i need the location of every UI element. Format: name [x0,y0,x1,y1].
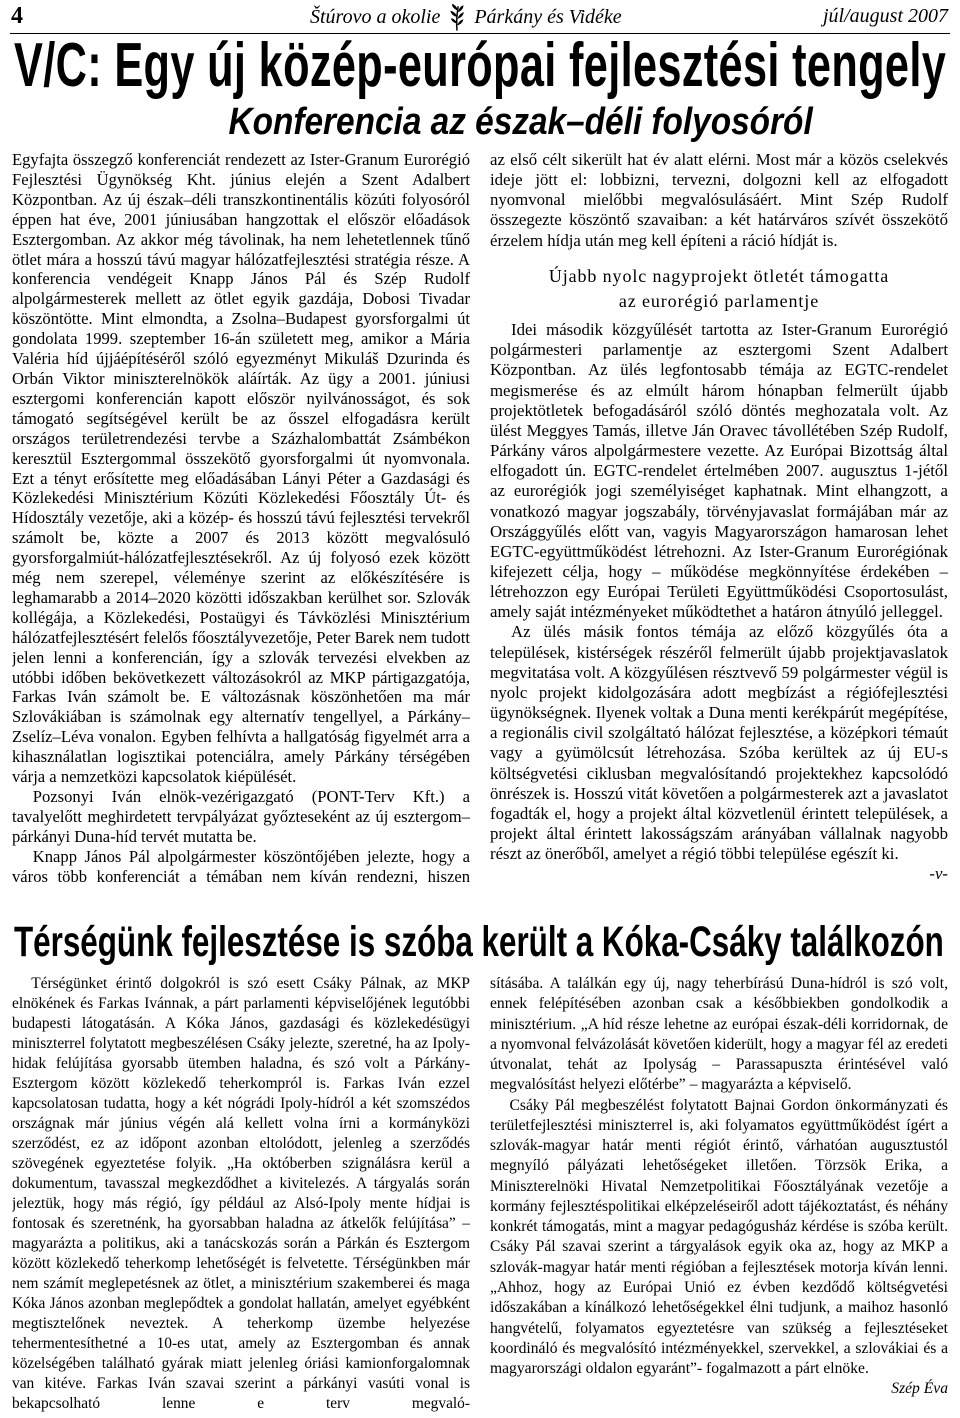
article-2-right-column [490,974,948,1416]
article-1-headline-text: V/C: Egy új közép-európai fejlesztési tengely [14,31,947,100]
article-1-signature: -v- [929,864,948,884]
publication-title-hungarian: Párkány és Vidéke [474,6,622,28]
page-header [0,0,960,33]
paragraph: sításába. A találkán egy új, nagy teherbírású Duna-hídról is szó volt, ennek felépítésében azonban csak a későbbiekben gondolkodik a minisztérium. „A híd része lehetne az európai észak-déli korridornak, de a nyomvonal felvázolását követően kiderült, hogy a magyar fél az eredeti útvonalat, tehát az Ipolyság – Parassapuszta érintésével való megvalósítást helyezi előtérbe” – magyarázta a képviselő. [490,975,948,1094]
article-1-subheadline [188,100,813,144]
section-heading [490,264,948,314]
article-2-headline [14,916,944,968]
paragraph: Pozsonyi Iván elnök-vezérigazgató (PONT-Terv Kft.) a tavalyelőtt meghirdetett tervpályázat győzteseként az új esztergom–párkányi Duna-híd tervét mutatta be. [12,787,470,846]
article-2-author: Szép Éva [891,1380,948,1398]
article-1-subheadline-text: Konferencia az észak–déli folyosóról [228,101,813,143]
leaf-emblem-svg [445,3,469,31]
paragraph: az első célt sikerült hat év alatt elérni. Most már a közös cselekvés ideje jött el: lobbizni, tervezni, dolgozni kell az elfogadott nyomvonal mielőbbi megvalósulásáért. Mint Szép Rudolf összegezte köszöntő szavaiban: a két határváros szívét összekötő érzelem hídja után meg kell építeni a ráció hídját is. [490,150,948,250]
page-number: 4 [11,3,23,29]
publication-title-slovak: Štúrovo a okolie [310,6,441,28]
publication-title [310,3,622,31]
leaf-emblem-icon [445,3,469,31]
paragraph: Csáky Pál megbeszélést folytatott Bajnai Gordon önkormányzati és területfejlesztési miniszterrel is, aki folyamatos együttműködést ígért a szlovák-magyar határ menti régiót érintő, várhatóan augusztustól megnyíló pályázati lehetőségeket illetően. Törzsök Erika, a Miniszterelnöki Hivatal Nemzetpolitikai Főosztályának vezetője a kormány fejlesztéspolitikai elképzeléseiről adott tájékoztatást, és néhány konkrét támogatás, mint a magyar pedagógusház kérdése is szóba került. Csáky Pál szavai szerint a tárgyalások egyik oka az, hogy az MKP a szlovák-magyar határ menti régióban a fejlesztések motorja kíván lenni. „Ahhoz, hogy az Európai Unió ez évben kezdődő költségvetési időszakában a kínálkozó lehetőségekkel élni tudjunk, a maihoz hasonló hangvételű, folyamatos egyeztetésre van szükség a fejlesztéseket koordináló és megvalósító intézményekkel, szervekkel, a szlovákiai és a magyarországi oldalon egyaránt”- fogalmazott a párt elnöke. [490,1096,948,1378]
article-2-headline-text: Térségünk fejlesztése is szóba került a Kóka-Csáky találkozón [14,918,944,966]
paragraph: Egyfajta összegző konferenciát rendezett az Ister-Granum Eurorégió Fejlesztési Ügynökség Kht. június elején a Szent Adalbert Központban. Az új észak–déli transzkontinentális közúti folyosóról éppen hat éve, 2001 júniusában hangzottak el először előadások Esztergomban. Az akkor még távolinak, ha nem lehetetlennek tűnő ötlet mára a hosszú távú magyar hálózatfejlesztési stratégia része. A konferencia vendégeit Knapp János Pál és Szép Rudolf alpolgármesterek mellett az ötlet egyik gazdája, Dobosi Tivadar köszöntötte. Mint elmondta, a Zsolna–Budapest gyorsforgalmi út gondolata 1999. szeptember 16-án született meg, amikor a Mária Valéria híd újjáépítéséről szóló egyezményt Mikuláš Dzurinda és Orbán Viktor miniszterelnökök aláírták. Az ügy a 2001. júniusi esztergomi konferencián kapott először nyilvánosságot, és sok támogató segítségével került be az ősszel elfogadásra került országos területrendezési tervbe a Százhalombattát Zsámbékon keresztül Esztergommal összekötő gyorsforgalmi út nyomvonala. Ezt a tényt erősítette meg előadásában Lányi Péter a Gazdasági és Közlekedési Minisztérium Közúti Közlekedési Főosztály Út- és Hídosztály vezetője, aki a közép- és hosszú távú fejlesztési tervekről számolt be, közte a 2007 és 2013 között megvalósuló gyorsforgalmiút-hálózatfejlesztésekről. Az új folyosó ezek között még nem szerepel, véleménye szerint az előkészítésére is leghamarabb a 2014–2020 közötti időszakban kerülhet sor. Szlovák kollégája, a Közlekedési, Postaügyi és Távközlési Minisztérium hálózatfejlesztésért felelős főosztályvezetője, Peter Barek nem tudott jelen lenni a konferencián, így a szlovák tervezési elvekben az utóbbi időben bekövetkezett változásokról az MKP pártigazgatója, Farkas Iván számolt be. E változásnak köszönhetően ma már Szlovákiában is számolnak egy alternatív tengellyel, a Párkány–Zselíz–Léva vonalon. Egyben felhívta a hallgatóság figyelmét arra a kihasználatlan logisztikai potenciálra, amely Párkány térségében várja a nemzetközi kapcsolatok kiépülését. [12,150,470,787]
section-heading-line: Újabb nyolc nagyprojekt ötletét támogatta [548,266,890,287]
section-heading-line: az eurorégió parlamentje [618,291,820,312]
article-1-left-column [12,150,470,900]
article-1-right-column [490,150,948,908]
article-2-left-column [12,974,470,1416]
article-1-headline [14,31,947,100]
paragraph: Térségünket érintő dolgokról is szó esett Csáky Pálnak, az MKP elnökének és Farkas Ivánnak, a párt parlamenti képviselőjének legutóbbi budapesti látogatásán. A Kóka János, gazdasági és közlekedésügyi miniszterrel folytatott megbeszélésen Csáky jelezte, szeretné, ha az Ipoly-hidak felújítása gyorsabb ütemben haladna, és szó volt a Párkány-Esztergom között közlekedő teherkompról is. Farkas Iván ezzel kapcsolatosan tudatta, hogy a két nógrádi Ipoly-hídról a két szomszédos országnak már június végén alá kellett volna írni a kormányközi szerződést, ez az időpont azonban eltolódott, jelenleg a szerződés szövegének egyeztetése folyik. „Ha októberben szignálásra kerül a dokumentum, tavasszal megkezdődhet a kivitelezés. A tárgyalás során jeleztük, hogy más régió, így például az Alsó-Ipoly mente hídjai is fontosak és szeretnénk, ha gyorsabban haladna az átkelők felújítása” – magyarázta a politikus, aki a tanácskozás során a Párkán és Esztergom között közlekedő teherkomp lehetőségét is felvetette. Térségünkben már nem számít meglepetésnek az ötlet, a minisztérium szakemberei és maga Kóka János azonban meglepődtek a gondolat hallatán, amelyet egyébként megtisztelőnek neveztek. A teherkomp üzembe helyezése tehermentesíthetné a 10-es utat, amely az Esztergomban és annak közelségében található gyárak miatt jelenleg óriási kamionforgalomnak van kitéve. Farkas Iván szavai szerint a párkányi vasúti vonal is bekapcsolható lenne e terv megvaló- [12,975,470,1413]
issue-date: júl/august 2007 [822,5,948,27]
paragraph: Knapp János Pál alpolgármester köszöntőjében jelezte, hogy a város több konferenciát a témában nem kíván rendezni, hiszen [12,846,470,886]
paragraph: Az ülés másik fontos témája az előző közgyűlés óta a települések, kistérségek részéről felmerült újabb projektjavaslatok megvitatása volt. A közgyűlésen résztvevő 59 polgármester végül is nyolc projekt kidolgozására adott megbízást a régiófejlesztési ügynökségnek. Ilyenek voltak a Duna menti kerékpárút megépítése, a regionális civil szolgáltató hálózat fejlesztése, a középkori témaút vagy a gyümölcsút létrehozása. Szóba kerültek az új EU-s költségvetési ciklusban megvalósítandó projektekhez kapcsolódó önrészek is. Hosszú vitát követően a polgármesterek azt a javaslatot fogadták el, hogy a projekt által közvetlenül érintett települések, a projekt által érintett lakosságszám arányában vállalnak nagyobb részt az önerőből, amelyet a régió többi települése egészít ki. [490,622,948,864]
paragraph: Idei második közgyűlését tartotta az Ister-Granum Eurorégió polgármesteri parlamentje az esztergomi Szent Adalbert Központban. Az ülés legfontosabb témája az EGTC-rendelet megismerése és az elmúlt három hónapban felmerült újabb projektötletek befogadásáról szóló döntés meghozatala volt. Az ülést Meggyes Tamás, illetve Ján Oravec távollétében Szép Rudolf, Párkány város alpolgármestere vezette. Az Európai Bizottság által elfogadott ún. EGTC-rendelet értelmében 2007. augusztus 1-jétől az eurorégiók jogi személyiséget kaphatnak. Mint elhangzott, a vonatkozó magyar jogszabály, törvényjavaslat formájában már az Országgyűlés előtt van, vagyis Magyarországon hamarosan lehet EGTC-együttműködést létrehozni. Az Ister-Granum Eurorégiónak kifejezett célja, hogy – működése megkönnyítése érdekében – létrehozzon egy Európai Területi Együttműködési Csoportosulást, amely saját intézményeket működtethet a határon átnyúló jelleggel. [490,320,948,622]
